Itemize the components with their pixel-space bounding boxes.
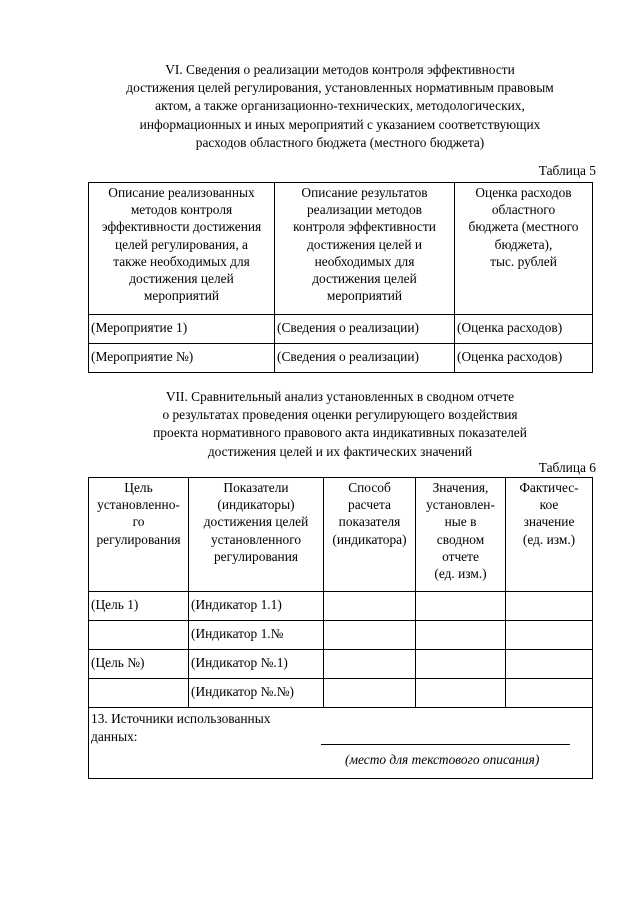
header-line: Значения, (432, 480, 489, 495)
table-cell (506, 679, 593, 708)
header-line: (ед. изм.) (522, 531, 576, 547)
table-row (89, 592, 593, 621)
table-cell (416, 650, 506, 679)
header-line: Фактичес- (519, 480, 579, 495)
table-cell (506, 621, 593, 650)
table-cell (506, 650, 593, 679)
heading-line: VII. Сравнительный анализ установленных в сводном отчете (165, 389, 515, 404)
header-line: достижения целей (312, 271, 417, 287)
header-line: Показатели (223, 480, 289, 495)
table-cell: (Сведения о реализации) (275, 315, 455, 344)
header-line: кое (539, 497, 559, 513)
header-line: установленного (210, 531, 302, 547)
header-line: реализации методов (306, 202, 423, 218)
heading-line: расходов областного бюджета (местного бюджета) (195, 134, 485, 150)
table-cell: (Сведения о реализации) (275, 344, 455, 373)
sources-label-line: 13. Источники использованных (91, 711, 271, 726)
header-line: Оценка расходов (475, 185, 572, 200)
header-line: мероприятий (326, 288, 403, 304)
table-cell (89, 621, 189, 650)
table-cell (324, 679, 416, 708)
table-cell: (Индикатор 1.№ (189, 621, 324, 650)
table-header-cell (416, 478, 506, 592)
heading-line: актом, а также организационно-технических, методологических, (155, 98, 525, 114)
header-line: необходимых для (314, 253, 415, 269)
table-header-cell (324, 478, 416, 592)
table-row (89, 621, 593, 650)
table-cell: (Мероприятие №) (89, 344, 275, 373)
table-header-cell (89, 478, 189, 592)
heading-line: информационных и иных мероприятий с указанием соответствующих (139, 116, 541, 132)
section-6-heading (80, 61, 600, 152)
table-cell (324, 592, 416, 621)
header-line: сводном (436, 531, 485, 547)
header-line: (индикатора) (332, 531, 407, 547)
header-line: расчета (348, 497, 391, 513)
table-cell: (Индикатор №.№) (189, 679, 324, 708)
table-cell: (Оценка расходов) (455, 344, 593, 373)
header-line: эффективности достижения (101, 219, 262, 235)
table-cell (506, 592, 593, 621)
header-line: установленно- (97, 497, 180, 513)
table-header-row (89, 478, 593, 592)
table-row (89, 650, 593, 679)
table-cell (89, 679, 189, 708)
header-line: ные в (444, 514, 477, 530)
table-cell: (Цель 1) (89, 592, 189, 621)
table-cell (324, 621, 416, 650)
sources-placeholder: (место для текстового описания) (345, 752, 540, 767)
header-line: Описание реализованных (108, 185, 255, 200)
header-line: Описание результатов (301, 185, 428, 200)
sources-label-line: данных: (91, 729, 138, 744)
table-6 (88, 477, 593, 779)
header-line: (ед. изм.) (434, 566, 487, 582)
header-line: Способ (348, 480, 391, 495)
header-line: областного (491, 202, 556, 218)
text-entry-line (321, 744, 570, 745)
header-line: отчете (442, 548, 479, 564)
header-line: значение (523, 514, 575, 530)
header-line: достижения целей (203, 514, 309, 530)
table-cell: (Индикатор 1.1) (189, 592, 324, 621)
header-line: достижения целей (129, 271, 234, 287)
table-header-cell (189, 478, 324, 592)
heading-line: о результатах проведения оценки регулирующего воздействия (162, 407, 518, 423)
header-line: тыс. рублей (490, 253, 557, 269)
table-cell: (Индикатор №.1) (189, 650, 324, 679)
header-line: установлен- (426, 497, 495, 513)
table-header-cell (506, 478, 593, 592)
header-line: (индикаторы) (217, 497, 295, 513)
table-cell (416, 621, 506, 650)
header-line: методов контроля (130, 202, 233, 218)
sources-cell (89, 708, 593, 779)
table-cell (416, 679, 506, 708)
heading-line: достижения целей регулирования, установленных нормативным правовым (126, 80, 554, 96)
table-row (89, 315, 593, 344)
table-5-caption: Таблица 5 (538, 163, 596, 178)
header-line: Цель (124, 480, 153, 495)
table-cell: (Мероприятие 1) (89, 315, 275, 344)
section-7-heading (80, 388, 600, 461)
sources-row (89, 708, 593, 779)
header-line: также необходимых для (113, 253, 250, 269)
table-header-cell (89, 183, 275, 315)
sources-label (91, 710, 270, 746)
table-header-row (89, 183, 593, 315)
table-row (89, 679, 593, 708)
heading-line: проекта нормативного правового акта индикативных показателей (153, 425, 527, 441)
table-header-cell (455, 183, 593, 315)
header-line: достижения целей и (306, 236, 423, 252)
heading-line: достижения целей и их фактических значений (207, 443, 473, 459)
header-line: регулирования (96, 531, 181, 547)
table-header-cell (275, 183, 455, 315)
header-line: регулирования (213, 548, 299, 564)
table-cell (324, 650, 416, 679)
table-cell: (Цель №) (89, 650, 189, 679)
table-cell: (Оценка расходов) (455, 315, 593, 344)
header-line: показателя (338, 514, 401, 530)
header-line: бюджета (местного (468, 219, 579, 235)
table-row (89, 344, 593, 373)
heading-line: VI. Сведения о реализации методов контроля эффективности (165, 62, 515, 77)
table-6-caption: Таблица 6 (538, 460, 596, 475)
header-line: бюджета), (494, 236, 553, 252)
header-line: целей регулирования, а (115, 236, 248, 252)
table-cell (416, 592, 506, 621)
table-5 (88, 182, 593, 373)
header-line: го (132, 514, 145, 530)
header-line: мероприятий (143, 288, 220, 304)
header-line: контроля эффективности (293, 219, 436, 235)
